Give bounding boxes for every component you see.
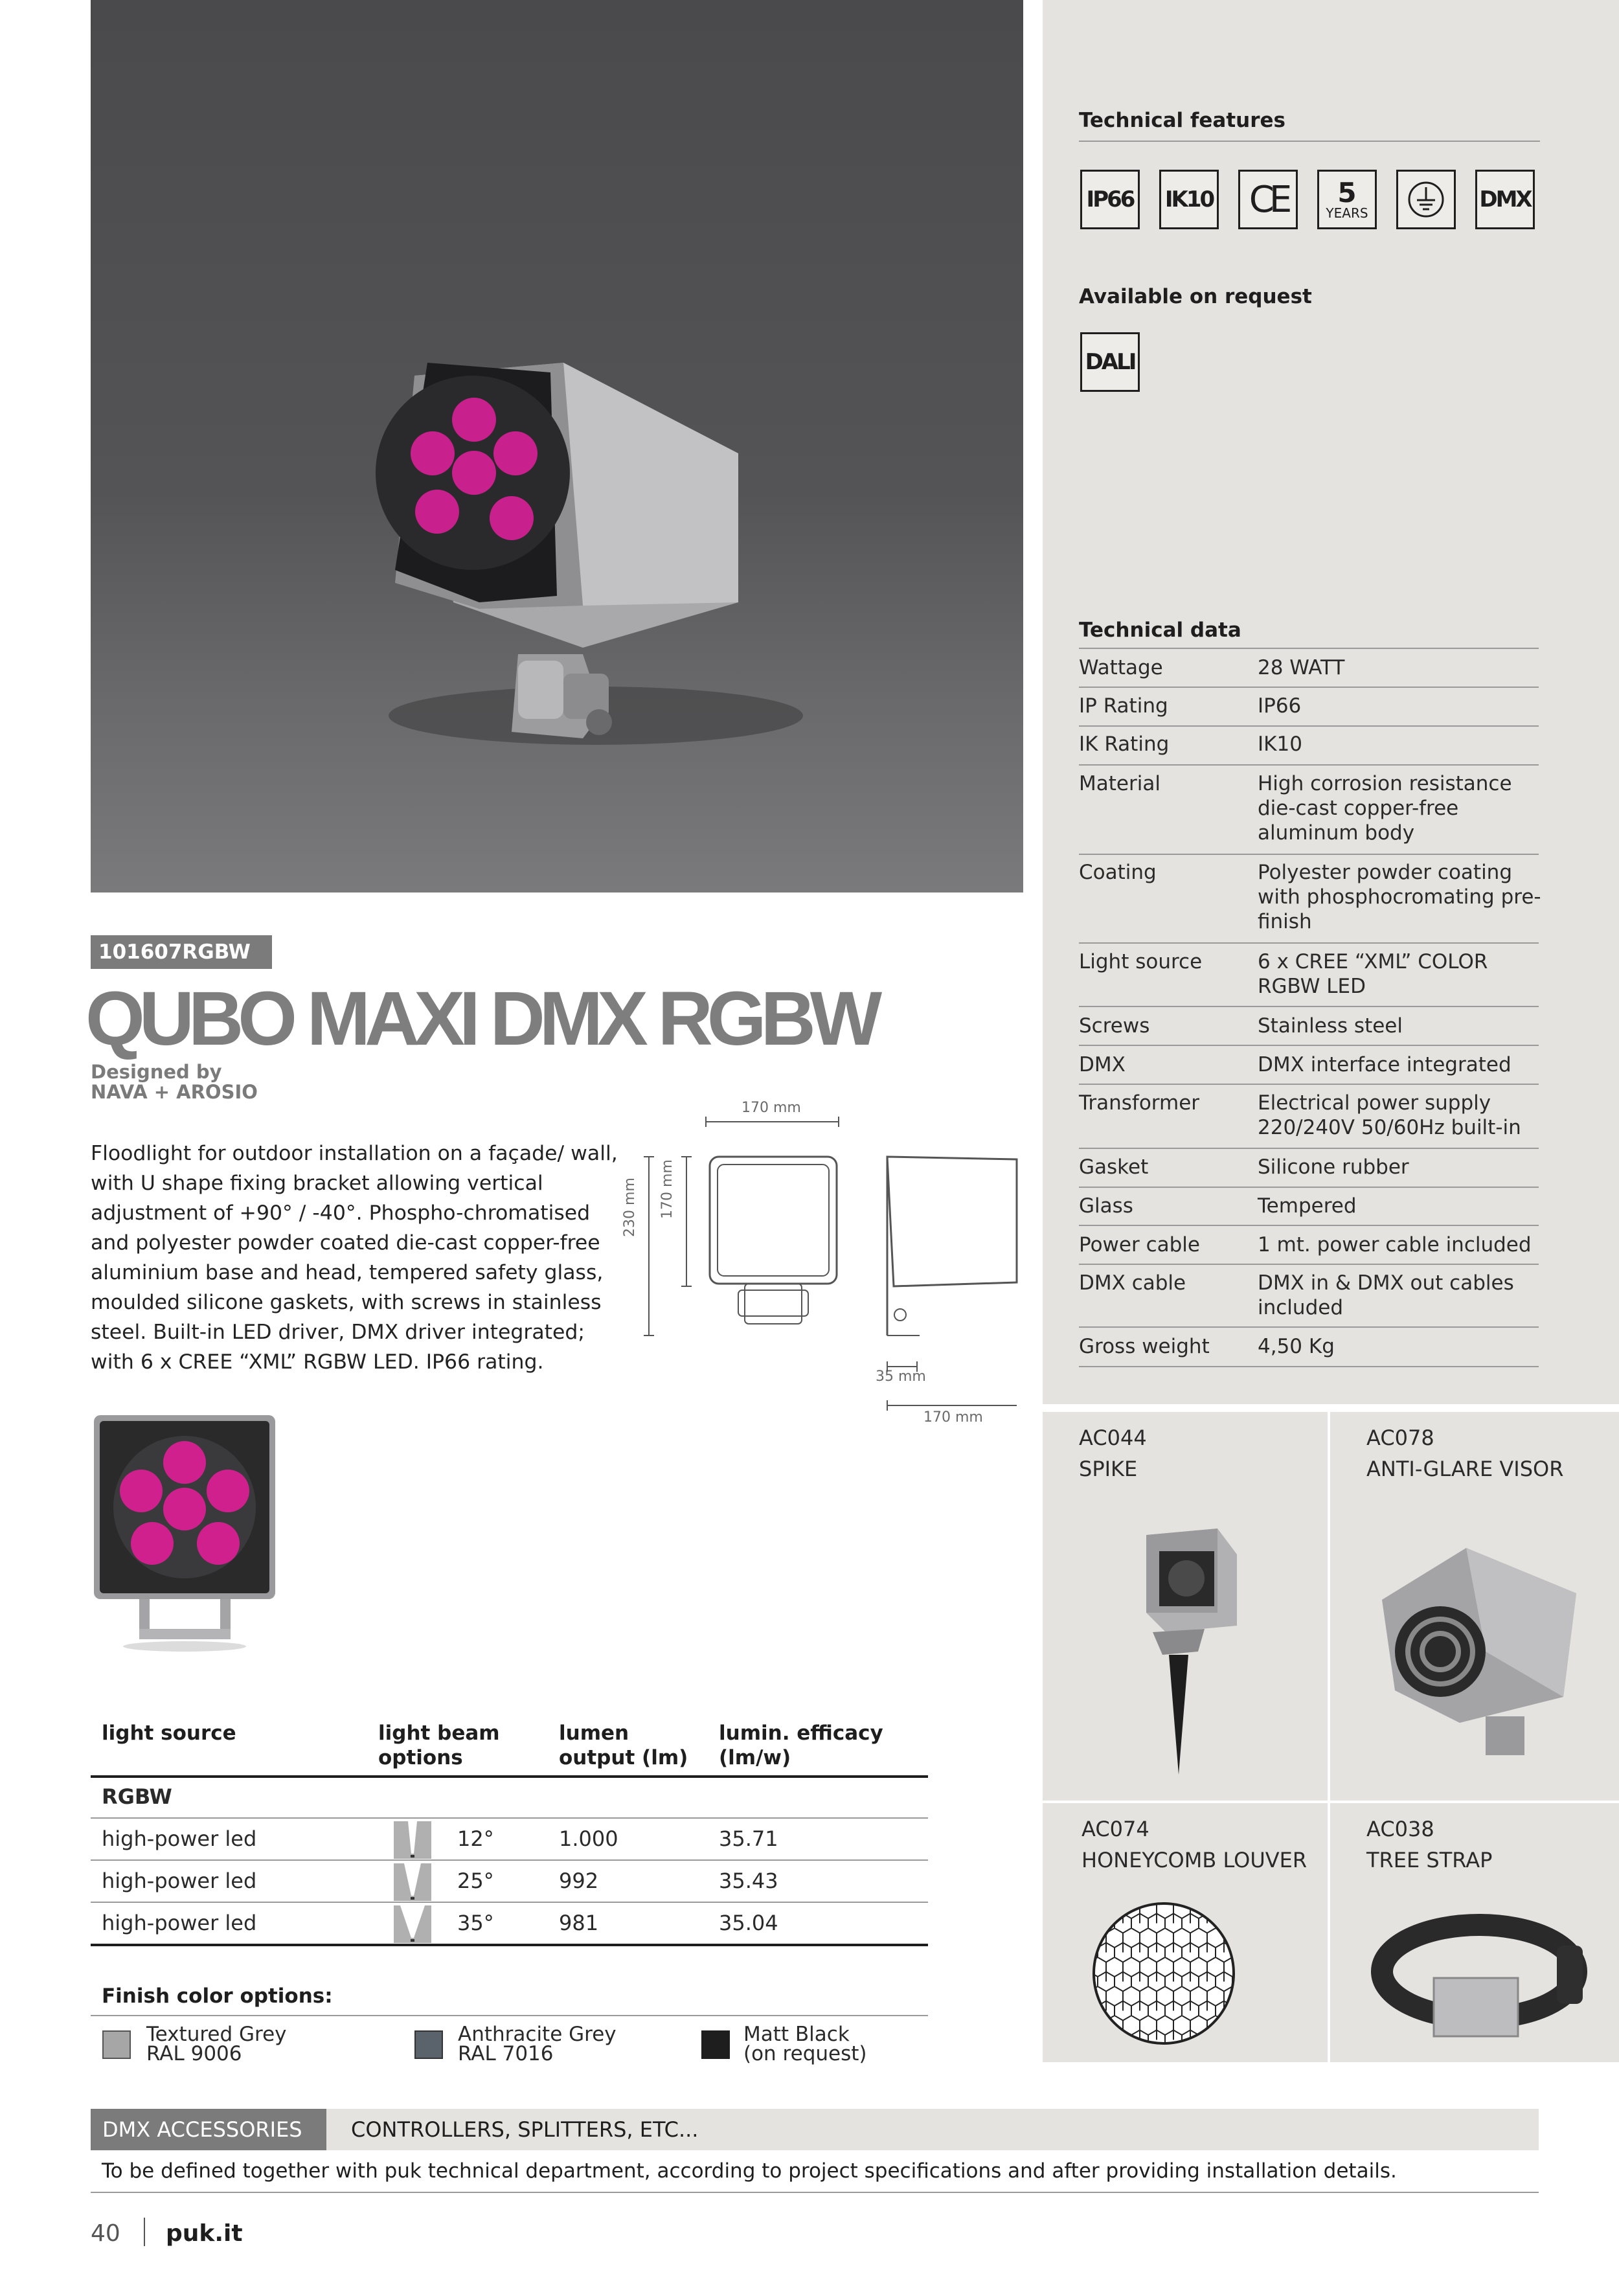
- beam-angle-icon: [394, 1905, 431, 1943]
- accessory-name: HONEYCOMB LOUVER: [1081, 1848, 1308, 1872]
- front-view-photo: [91, 1412, 278, 1658]
- cell-beam: 12°: [457, 1826, 494, 1851]
- cell-efficacy: 35.04: [719, 1911, 778, 1935]
- accessory-name: TREE STRAP: [1366, 1848, 1493, 1872]
- cell-source: high-power led: [102, 1869, 257, 1893]
- divider: [91, 2192, 1539, 2193]
- dim-side-depth: 170 mm: [923, 1409, 983, 1426]
- accessory-card-spike[interactable]: [1043, 1412, 1328, 1801]
- tree-strap-image: [1363, 1900, 1596, 2049]
- divider: [1079, 1148, 1539, 1149]
- col-header-light-source: light source: [102, 1722, 236, 1745]
- divider: [1079, 141, 1540, 142]
- divider: [1079, 725, 1539, 727]
- product-hero-photo: [91, 0, 1023, 892]
- dim-head-height: 170 mm: [659, 1159, 675, 1219]
- footer-separator: [144, 2218, 145, 2246]
- divider: [91, 2015, 928, 2016]
- cell-lumen: 981: [559, 1911, 599, 1935]
- accessory-code: AC074: [1081, 1817, 1149, 1841]
- cell-source: high-power led: [102, 1911, 257, 1935]
- divider: [91, 1859, 928, 1861]
- accessory-name: SPIKE: [1079, 1457, 1138, 1481]
- dmx-accessories-note: To be defined together with puk technical department, according to project specifications and after providing installation details.: [102, 2159, 1397, 2183]
- ik10-icon: IK10: [1159, 170, 1219, 229]
- divider: [1079, 1187, 1539, 1188]
- col-header-lumen: lumen output (lm): [559, 1722, 688, 1769]
- accessory-name: ANTI-GLARE VISOR: [1366, 1457, 1564, 1481]
- divider: [91, 1902, 928, 1903]
- finish-option: Anthracite Grey RAL 7016: [458, 2023, 617, 2065]
- divider: [1079, 1084, 1539, 1085]
- divider: [1079, 687, 1539, 688]
- accessory-code: AC038: [1366, 1817, 1434, 1841]
- divider: [1079, 1366, 1539, 1367]
- spike-image: [1107, 1516, 1269, 1788]
- beam-angle-icon: [394, 1821, 431, 1859]
- dmx-accessories-title: CONTROLLERS, SPLITTERS, ETC...: [351, 2117, 699, 2142]
- ground-icon: [1396, 170, 1456, 229]
- finish-option: Matt Black (on request): [743, 2023, 867, 2065]
- finish-option: Textured Grey RAL 9006: [146, 2023, 287, 2065]
- available-on-request-title: Available on request: [1079, 285, 1312, 308]
- cell-efficacy: 35.71: [719, 1826, 778, 1851]
- technical-drawing: [641, 1114, 1030, 1425]
- accessory-card-visor[interactable]: [1330, 1412, 1619, 1801]
- divider: [1079, 1006, 1539, 1007]
- table-group-label: RGBW: [102, 1784, 172, 1809]
- col-header-beam: light beam options: [378, 1722, 500, 1769]
- divider: [1079, 648, 1539, 649]
- accessory-card-tree-strap[interactable]: [1330, 1803, 1619, 2062]
- divider: [1079, 764, 1539, 766]
- divider: [1079, 854, 1539, 855]
- finish-swatch-textured-grey[interactable]: [102, 2030, 131, 2059]
- accessory-code: AC078: [1366, 1426, 1434, 1450]
- cell-lumen: 1.000: [559, 1826, 618, 1851]
- footer-site-link[interactable]: puk.it: [166, 2220, 243, 2247]
- accessory-card-honeycomb[interactable]: [1043, 1803, 1328, 2062]
- accessory-code: AC044: [1079, 1426, 1147, 1450]
- page-number: 40: [91, 2220, 120, 2247]
- honeycomb-image: [1089, 1899, 1238, 2048]
- designer-credit: [91, 1062, 258, 1102]
- cell-beam: 25°: [457, 1869, 494, 1893]
- divider: [91, 1775, 928, 1778]
- visor-image: [1369, 1522, 1589, 1768]
- dim-front-width: 170 mm: [742, 1100, 801, 1116]
- dmx-icon: DMX: [1475, 170, 1535, 229]
- divider: [91, 1944, 928, 1946]
- designed-by-label: Designed by: [91, 1061, 222, 1083]
- cell-lumen: 992: [559, 1869, 599, 1893]
- divider: [1079, 1225, 1539, 1226]
- beam-angle-icon: [394, 1863, 431, 1901]
- finish-title: Finish color options:: [102, 1984, 333, 2008]
- divider: [1079, 1326, 1539, 1328]
- product-code-tag: 101607RGBW: [91, 935, 272, 969]
- divider: [1079, 942, 1539, 944]
- product-description: Floodlight for outdoor installation on a façade/ wall, with U shape fixing bracket allowing vertical adjustment of +90° / -40°. Phospho-chromatised and polyester powder coated die-cast copper-free aluminium base and head, tempered safety glass, moulded silicone gaskets, with screws in stainless steel. Built-in LED driver, DMX driver integrated; with 6 x CREE “XML” RGBW LED. IP66 rating.: [91, 1142, 618, 1374]
- dmx-accessories-tag: DMX ACCESSORIES: [91, 2109, 326, 2150]
- ip66-icon: IP66: [1080, 170, 1140, 229]
- warranty-icon: 5 YEARS: [1317, 170, 1377, 229]
- divider: [1079, 1264, 1539, 1265]
- ce-mark-icon: CE: [1238, 170, 1298, 229]
- finish-swatch-matt-black[interactable]: [701, 2030, 730, 2059]
- cell-efficacy: 35.43: [719, 1869, 778, 1893]
- divider: [91, 1817, 928, 1819]
- dim-bracket: 35 mm: [876, 1369, 926, 1385]
- floodlight-illustration: [91, 0, 1023, 892]
- cell-beam: 35°: [457, 1911, 494, 1935]
- technical-features-title: Technical features: [1079, 109, 1285, 132]
- dali-icon: DALI: [1080, 332, 1140, 392]
- finish-swatch-anthracite-grey[interactable]: [414, 2030, 443, 2059]
- product-title: QUBO MAXI DMX RGBW: [85, 976, 877, 1062]
- col-header-efficacy: lumin. efficacy (lm/w): [719, 1722, 883, 1769]
- designer-name: NAVA + AROSIO: [91, 1081, 258, 1103]
- technical-data-title: Technical data: [1079, 619, 1241, 642]
- cell-source: high-power led: [102, 1826, 257, 1851]
- dim-total-height: 230 mm: [622, 1177, 638, 1237]
- divider: [1079, 1045, 1539, 1046]
